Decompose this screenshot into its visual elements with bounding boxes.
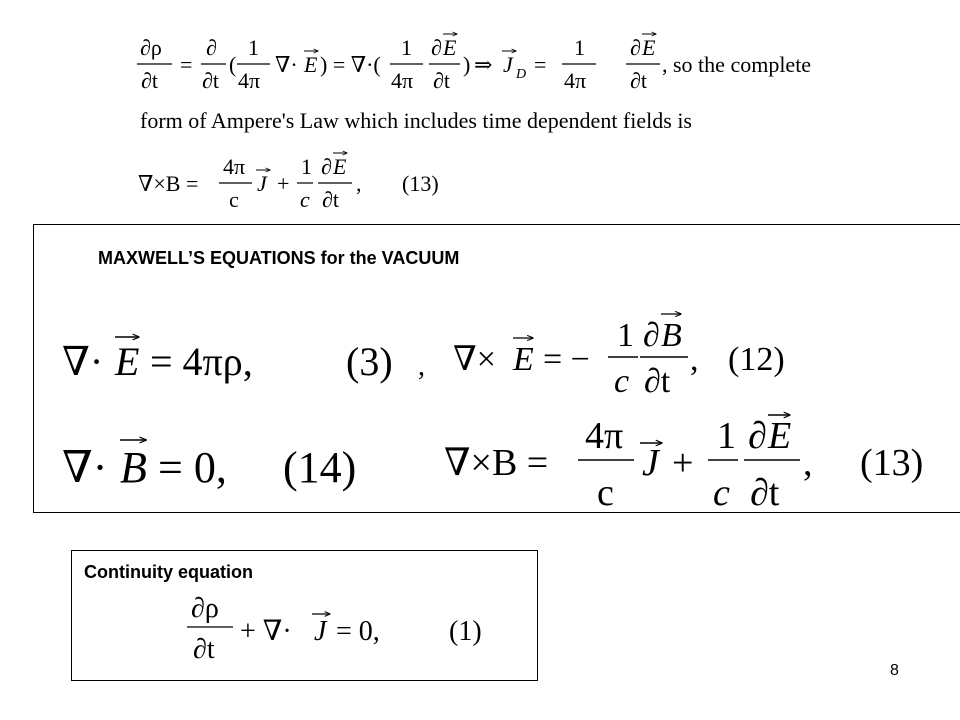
svg-text:∇×: ∇× bbox=[453, 341, 496, 378]
svg-text:∂: ∂ bbox=[748, 415, 767, 457]
svg-text:) = ∇·(: ) = ∇·( bbox=[320, 52, 381, 77]
svg-text:1: 1 bbox=[248, 35, 259, 60]
page-number: 8 bbox=[890, 662, 899, 679]
svg-text:1: 1 bbox=[574, 35, 585, 60]
svg-text:+: + bbox=[277, 171, 290, 196]
continuity-equation bbox=[187, 593, 482, 665]
ampere-law-text: form of Ampere's Law which includes time dependent fields is bbox=[140, 108, 692, 133]
svg-text:∂: ∂ bbox=[643, 317, 660, 354]
eq12-number: (12) bbox=[728, 341, 785, 378]
svg-text:D: D bbox=[516, 67, 527, 82]
svg-text:∇·: ∇· bbox=[62, 443, 108, 492]
eq13-number-small: (13) bbox=[402, 171, 439, 196]
svg-text:J: J bbox=[257, 171, 267, 196]
svg-text:∂ρ: ∂ρ bbox=[191, 593, 219, 624]
svg-text:4π: 4π bbox=[564, 68, 587, 93]
eq3-number: (3) bbox=[346, 339, 393, 384]
svg-text:E: E bbox=[333, 154, 347, 179]
svg-text:E: E bbox=[115, 339, 140, 384]
gauss-law-equation bbox=[62, 337, 425, 384]
svg-text:c: c bbox=[713, 472, 730, 514]
continuity-heading: Continuity equation bbox=[84, 562, 253, 582]
svg-text:∂: ∂ bbox=[630, 35, 641, 60]
svg-text:J: J bbox=[503, 52, 513, 77]
svg-text:=: = bbox=[534, 52, 547, 77]
svg-text:,: , bbox=[690, 341, 699, 378]
svg-text:J: J bbox=[314, 616, 327, 647]
svg-text:1: 1 bbox=[617, 317, 634, 354]
svg-text:∇·: ∇· bbox=[275, 52, 298, 77]
svg-text:4π: 4π bbox=[391, 68, 414, 93]
svg-text:∇×B =: ∇×B = bbox=[444, 442, 549, 484]
svg-text:∂: ∂ bbox=[206, 35, 217, 60]
svg-text:E: E bbox=[768, 415, 792, 457]
svg-text:= 0,: = 0, bbox=[336, 616, 380, 647]
maxwell-heading: MAXWELL’S EQUATIONS for the VACUUM bbox=[98, 248, 460, 268]
svg-text:1: 1 bbox=[717, 415, 736, 457]
eq13-number: (13) bbox=[860, 442, 924, 484]
svg-text:c: c bbox=[300, 187, 310, 212]
svg-text:c: c bbox=[229, 187, 239, 212]
svg-text:= 4πρ,: = 4πρ, bbox=[150, 339, 253, 384]
ampere-maxwell-equation-small bbox=[138, 153, 439, 212]
svg-text:∂ρ: ∂ρ bbox=[140, 35, 162, 60]
svg-text:(: ( bbox=[229, 52, 237, 77]
svg-text:E: E bbox=[443, 35, 457, 60]
svg-text:=: = bbox=[180, 52, 193, 77]
svg-text:+ ∇·: + ∇· bbox=[240, 616, 292, 647]
svg-text:B: B bbox=[120, 443, 147, 492]
eq1-number: (1) bbox=[449, 616, 482, 647]
ampere-maxwell-equation bbox=[444, 415, 923, 514]
svg-text:c: c bbox=[597, 472, 614, 514]
svg-text:∂t: ∂t bbox=[193, 634, 215, 665]
svg-text:4π: 4π bbox=[585, 415, 624, 457]
svg-text:,: , bbox=[803, 442, 813, 484]
svg-text:J: J bbox=[642, 442, 659, 484]
svg-text:∂t: ∂t bbox=[141, 68, 158, 93]
svg-text:∂t: ∂t bbox=[630, 68, 647, 93]
svg-text:1: 1 bbox=[301, 154, 312, 179]
svg-text:c: c bbox=[614, 363, 630, 400]
svg-text:∂t: ∂t bbox=[644, 363, 671, 400]
svg-text:= −: = − bbox=[543, 341, 590, 378]
svg-text:E: E bbox=[642, 35, 656, 60]
svg-text:∇·: ∇· bbox=[62, 339, 104, 384]
svg-text:4π: 4π bbox=[223, 154, 246, 179]
svg-text:∂t: ∂t bbox=[750, 472, 780, 514]
faraday-law-equation bbox=[453, 314, 785, 400]
svg-text:1: 1 bbox=[401, 35, 412, 60]
svg-text:∂t: ∂t bbox=[202, 68, 219, 93]
svg-text:E: E bbox=[513, 341, 534, 378]
svg-text:,: , bbox=[418, 351, 425, 382]
svg-text:+: + bbox=[672, 442, 694, 484]
svg-text:∂t: ∂t bbox=[322, 187, 339, 212]
svg-text:∂: ∂ bbox=[321, 154, 332, 179]
svg-text:E: E bbox=[304, 52, 318, 77]
so-the-complete-text: , so the complete bbox=[662, 52, 812, 77]
eq14-number: (14) bbox=[283, 443, 357, 492]
magnetic-gauss-law-equation bbox=[62, 440, 356, 492]
svg-text:⇒: ⇒ bbox=[474, 52, 493, 77]
displacement-current-derivation bbox=[137, 34, 811, 93]
svg-text:= 0,: = 0, bbox=[158, 443, 227, 492]
svg-text:,: , bbox=[356, 171, 362, 196]
svg-text:∂t: ∂t bbox=[433, 68, 450, 93]
svg-text:): ) bbox=[463, 52, 471, 77]
svg-text:∂: ∂ bbox=[431, 35, 442, 60]
svg-text:B: B bbox=[661, 317, 682, 354]
svg-text:∇×B =: ∇×B = bbox=[138, 171, 199, 196]
svg-text:4π: 4π bbox=[238, 68, 261, 93]
